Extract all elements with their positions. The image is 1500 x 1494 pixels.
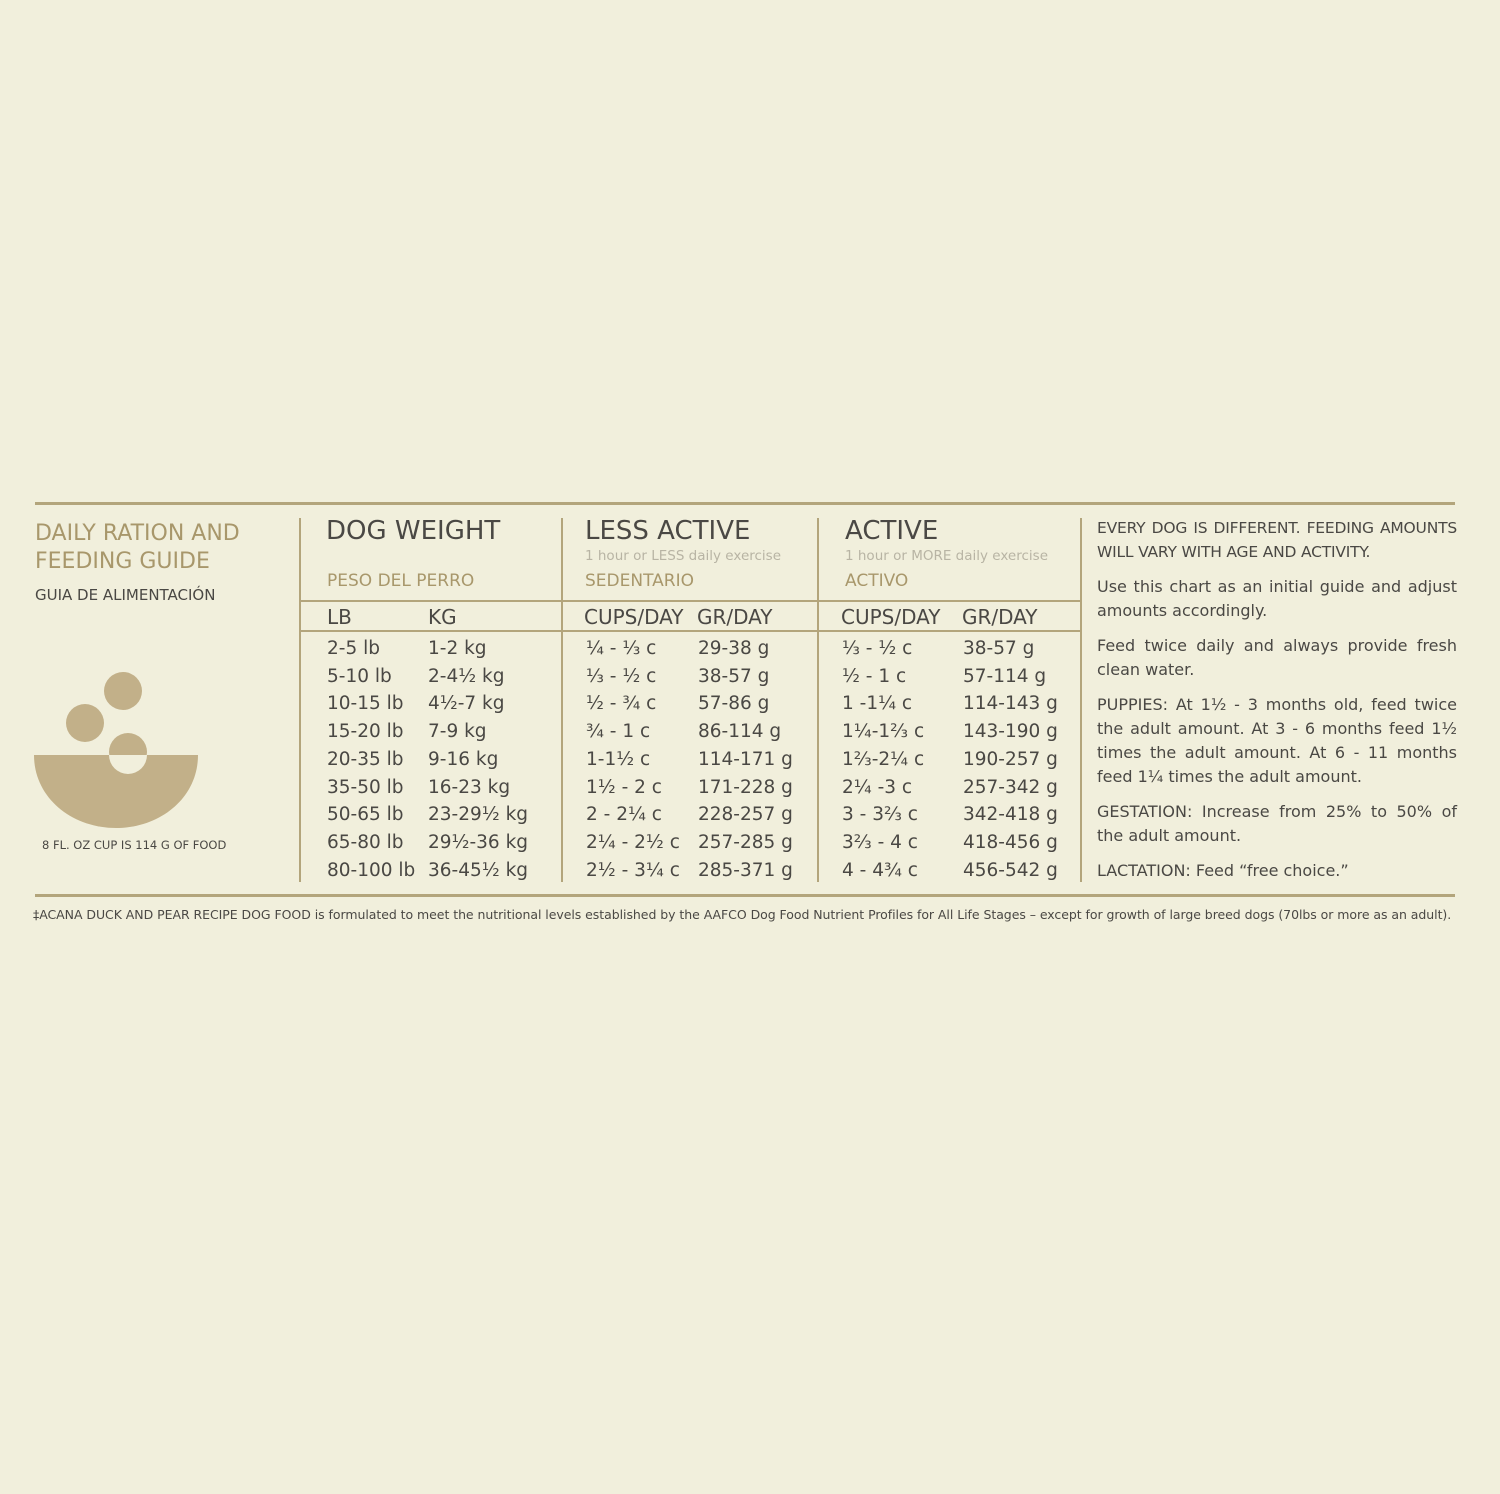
weight-lb-cell: 2-5 lb (327, 638, 380, 659)
divider-2 (561, 518, 563, 882)
kg-header: KG (428, 605, 457, 629)
less-active-cups-cell: ½ - ¾ c (586, 693, 657, 715)
active-cups-cell: ⅓ - ½ c (842, 638, 913, 659)
less-active-cups-cell: 1½ - 2 c (586, 776, 662, 798)
bottom-rule (35, 894, 1455, 897)
less-active-note: 1 hour or LESS daily exercise (585, 548, 782, 564)
active-gr-cell: 456-542 g (963, 859, 1058, 881)
footnote: ‡ACANA DUCK AND PEAR RECIPE DOG FOOD is formulated to meet the nutritional levels established by the AAFCO Dog Food Nutrient Profiles for All Life Stages – except for growth of large breed dogs (70lbs or more as an adult). (33, 907, 1452, 922)
active-gr-cell: 38-57 g (963, 638, 1035, 659)
less-active-cups-cell: 1-1½ c (586, 748, 651, 770)
less-active-cups-cell: ¼ - ⅓ c (586, 638, 657, 659)
active-cups-cell: 1 -1¼ c (842, 693, 913, 715)
less-active-cups-cell: 2 - 2¼ c (586, 804, 662, 826)
active-gr-cell: 143-190 g (963, 721, 1058, 743)
weight-kg-cell: 29½-36 kg (428, 831, 529, 853)
weight-kg-cell: 2-4½ kg (428, 665, 505, 687)
less-active-gr-cell: 38-57 g (698, 665, 770, 687)
notes-gestation: GESTATION: Increase from 25% to 50% of the adult amount. (1097, 802, 1457, 845)
less-active-gr-cell: 257-285 g (698, 831, 793, 853)
less-active-gr-cell: 228-257 g (698, 804, 793, 826)
active-gr-cell: 257-342 g (963, 776, 1058, 798)
guide-title-line1: DAILY RATION AND (35, 521, 240, 546)
weight-lb-cell: 15-20 lb (327, 721, 404, 743)
less-active-title: LESS ACTIVE (585, 516, 751, 546)
divider-1 (299, 518, 301, 882)
weight-lb-cell: 65-80 lb (327, 831, 404, 853)
active-cups-cell: 3⅔ - 4 c (842, 831, 918, 853)
active-gr-header: GR/DAY (962, 605, 1038, 629)
weight-kg-cell: 1-2 kg (428, 638, 487, 659)
active-gr-cell: 114-143 g (963, 693, 1058, 715)
active-cups-cell: 3 - 3⅔ c (842, 804, 918, 826)
active-cups-header: CUPS/DAY (841, 605, 941, 629)
active-note: 1 hour or MORE daily exercise (845, 548, 1049, 564)
active-cups-cell: 1⅔-2¼ c (842, 748, 925, 770)
less-active-cups-cell: 2½ - 3¼ c (586, 859, 680, 881)
active-title: ACTIVE (845, 516, 939, 546)
weight-kg-cell: 9-16 kg (428, 748, 499, 770)
food-bowl-icon (30, 668, 202, 830)
less-active-cups-cell: ⅓ - ½ c (586, 665, 657, 687)
active-cups-cell: ½ - 1 c (842, 665, 907, 687)
guide-subtitle: GUIA DE ALIMENTACIÓN (35, 586, 216, 604)
cup-note: 8 FL. OZ CUP IS 114 G OF FOOD (42, 838, 227, 852)
dog-weight-spanish: PESO DEL PERRO (327, 571, 475, 591)
less-active-gr-cell: 29-38 g (698, 638, 770, 659)
notes-adjust: Use this chart as an initial guide and adjust amounts accordingly. (1097, 577, 1457, 620)
active-gr-cell: 418-456 g (963, 831, 1058, 853)
feeding-notes (1097, 516, 1457, 894)
weight-kg-cell: 7-9 kg (428, 721, 487, 743)
header-rule-2 (300, 630, 1081, 632)
notes-feed-twice: Feed twice daily and always provide fresh clean water. (1097, 636, 1457, 679)
divider-3 (817, 518, 819, 882)
active-gr-cell: 190-257 g (963, 748, 1058, 770)
weight-kg-cell: 4½-7 kg (428, 693, 505, 715)
weight-lb-cell: 35-50 lb (327, 776, 404, 798)
less-active-cups-cell: ¾ - 1 c (586, 721, 651, 743)
weight-lb-cell: 80-100 lb (327, 859, 416, 881)
weight-lb-cell: 20-35 lb (327, 748, 404, 770)
less-active-gr-cell: 285-371 g (698, 859, 793, 881)
notes-heading: EVERY DOG IS DIFFERENT. FEEDING AMOUNTS WILL VARY WITH AGE AND ACTIVITY. (1097, 519, 1457, 561)
active-gr-cell: 57-114 g (963, 665, 1047, 687)
weight-lb-cell: 5-10 lb (327, 665, 392, 687)
weight-lb-cell: 50-65 lb (327, 804, 404, 826)
less-active-gr-cell: 171-228 g (698, 776, 793, 798)
less-active-gr-header: GR/DAY (697, 605, 773, 629)
weight-kg-cell: 36-45½ kg (428, 859, 529, 881)
notes-lactation: LACTATION: Feed “free choice.” (1097, 861, 1349, 880)
less-active-cups-cell: 2¼ - 2½ c (586, 831, 680, 853)
weight-lb-cell: 10-15 lb (327, 693, 404, 715)
weight-kg-cell: 23-29½ kg (428, 804, 529, 826)
header-rule-1 (300, 600, 1081, 602)
active-spanish: ACTIVO (845, 571, 909, 591)
less-active-gr-cell: 57-86 g (698, 693, 770, 715)
notes-puppies: PUPPIES: At 1½ - 3 months old, feed twice the adult amount. At 3 - 6 months feed 1½ times the adult amount. At 6 - 11 months feed 1¼ times the adult amount. (1097, 695, 1457, 786)
weight-kg-cell: 16-23 kg (428, 776, 511, 798)
active-cups-cell: 2¼ -3 c (842, 776, 913, 798)
less-active-cups-header: CUPS/DAY (584, 605, 684, 629)
guide-title (35, 520, 240, 576)
less-active-gr-cell: 114-171 g (698, 748, 793, 770)
active-cups-cell: 1¼-1⅔ c (842, 721, 925, 743)
active-cups-cell: 4 - 4¾ c (842, 859, 918, 881)
lb-header: LB (327, 605, 352, 629)
divider-4 (1080, 518, 1082, 882)
less-active-gr-cell: 86-114 g (698, 721, 782, 743)
top-rule (35, 502, 1455, 505)
active-gr-cell: 342-418 g (963, 804, 1058, 826)
dog-weight-title: DOG WEIGHT (326, 516, 501, 546)
guide-title-line2: FEEDING GUIDE (35, 549, 210, 574)
less-active-spanish: SEDENTARIO (585, 571, 694, 591)
